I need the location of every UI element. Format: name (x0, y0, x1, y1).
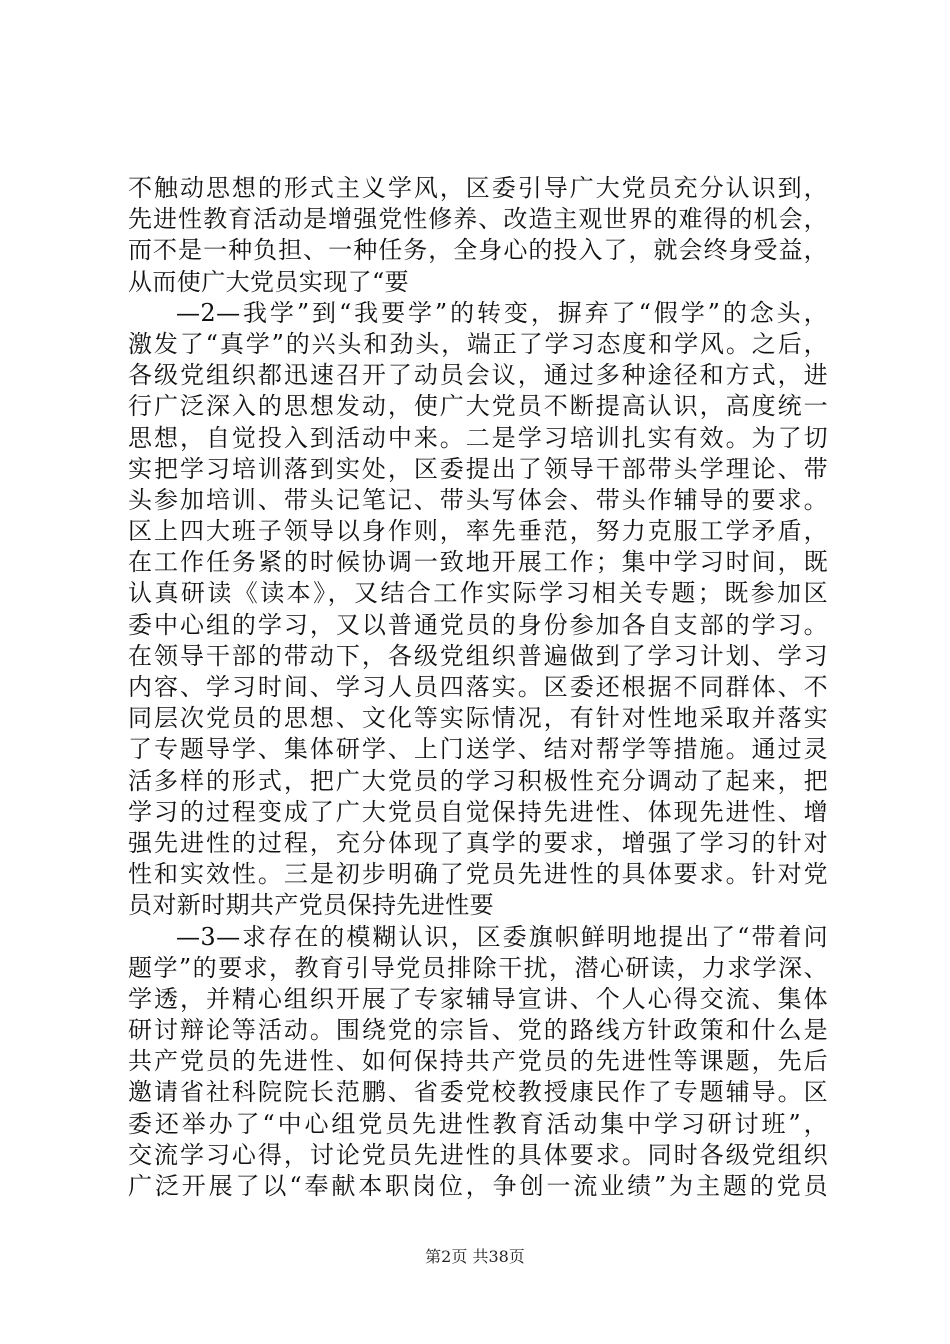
text-line: 头参加培训、带头记笔记、带头写体会、带头作辅导的要求。 (128, 485, 828, 514)
text-line: 广泛开展了以“奉献本职岗位，争创一流业绩”为主题的党员 (128, 1172, 828, 1200)
text-line: 不触动思想的形式主义学风，区委引导广大党员充分认识到， (128, 174, 828, 202)
text-line: 行广泛深入的思想发动，使广大党员不断提高认识，高度统一 (128, 392, 828, 421)
text-line: 委还举办了“中心组党员先进性教育活动集中学习研讨班”， (128, 1109, 828, 1138)
text-line: 先进性教育活动是增强党性修养、改造主观世界的难得的机会， (128, 205, 828, 234)
text-line: —3—求存在的模糊认识，区委旗帜鲜明地提出了“带着问 (176, 922, 828, 951)
text-line: 题学”的要求，教育引导党员排除干扰，潜心研读，力求学深、 (128, 953, 828, 982)
text-line: 同层次党员的思想、文化等实际情况，有针对性地采取并落实 (128, 704, 828, 733)
text-line: —2—我学”到“我要学”的转变，摒弃了“假学”的念头， (176, 298, 828, 327)
text-line: 共产党员的先进性、如何保持共产党员的先进性等课题，先后 (128, 1047, 828, 1076)
text-line: 研讨辩论等活动。围绕党的宗旨、党的路线方针政策和什么是 (128, 1016, 828, 1045)
text-line: 委中心组的学习，又以普通党员的身份参加各自支部的学习。 (128, 610, 828, 639)
text-line: 激发了“真学”的兴头和劲头，端正了学习态度和学风。之后， (128, 329, 828, 358)
text-line: 认真研读《读本》，又结合工作实际学习相关专题；既参加区 (128, 579, 828, 608)
text-line: 区上四大班子领导以身作则，率先垂范，努力克服工学矛盾， (128, 517, 828, 546)
text-line: 活多样的形式，把广大党员的学习积极性充分调动了起来，把 (128, 766, 828, 795)
text-line: 交流学习心得，讨论党员先进性的具体要求。同时各级党组织 (128, 1140, 828, 1169)
text-line: 了专题导学、集体研学、上门送学、结对帮学等措施。通过灵 (128, 735, 828, 764)
text-line: 学习的过程变成了广大党员自觉保持先进性、体现先进性、增 (128, 797, 828, 826)
text-line: 实把学习培训落到实处，区委提出了领导干部带头学理论、带 (128, 454, 828, 483)
document-body-text (128, 173, 828, 1202)
text-line: 而不是一种负担、一种任务，全身心的投入了，就会终身受益， (128, 236, 828, 265)
text-line: 各级党组织都迅速召开了动员会议，通过多种途径和方式，进 (128, 361, 828, 390)
text-line: 在工作任务紧的时候协调一致地开展工作；集中学习时间，既 (128, 548, 828, 577)
text-line: 在领导干部的带动下，各级党组织普遍做到了学习计划、学习 (128, 641, 828, 670)
text-line: 员对新时期共产党员保持先进性要 (128, 891, 494, 920)
text-line: 内容、学习时间、学习人员四落实。区委还根据不同群体、不 (128, 673, 828, 701)
text-line: 从而使广大党员实现了“要 (128, 267, 410, 296)
text-line: 思想，自觉投入到活动中来。二是学习培训扎实有效。为了切 (128, 423, 828, 452)
text-line: 强先进性的过程，充分体现了真学的要求，增强了学习的针对 (128, 828, 828, 857)
page-number-footer: 第2页 共38页 (425, 1247, 525, 1266)
text-line: 性和实效性。三是初步明确了党员先进性的具体要求。针对党 (128, 860, 828, 889)
text-line: 邀请省社科院院长范鹏、省委党校教授康民作了专题辅导。区 (128, 1078, 828, 1107)
text-line: 学透，并精心组织开展了专家辅导宣讲、个人心得交流、集体 (128, 984, 828, 1013)
